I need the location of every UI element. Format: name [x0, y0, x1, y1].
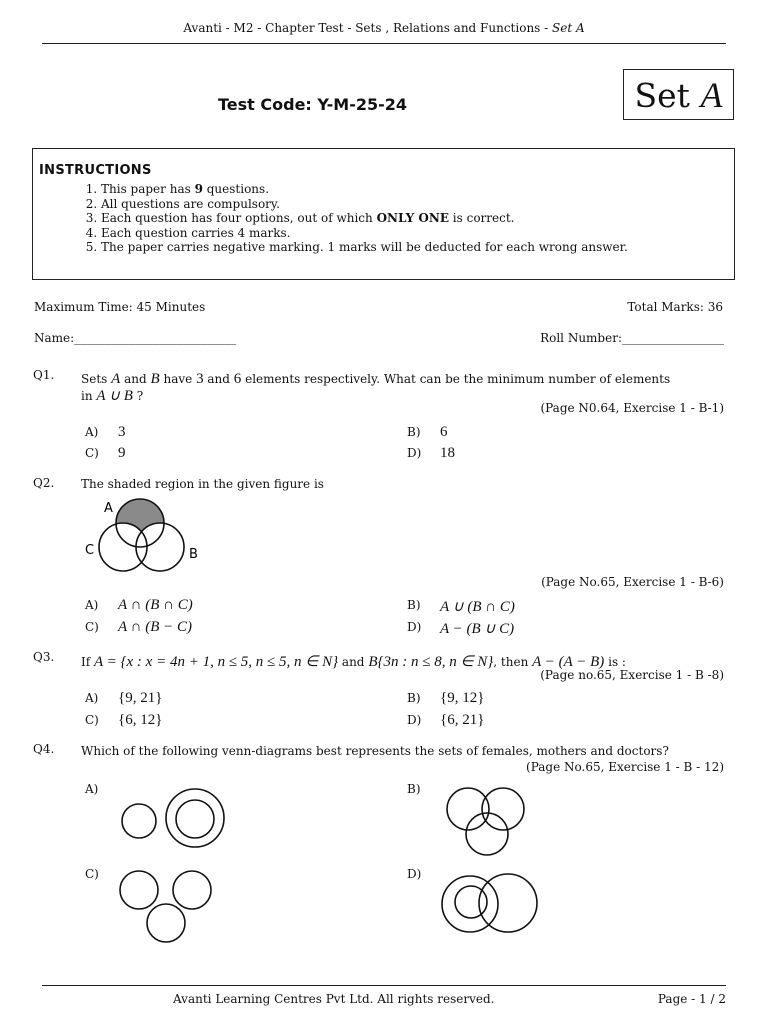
q3-option-d[interactable]: {6, 21}	[440, 712, 485, 728]
q2-option-d[interactable]: A − (B ∪ C)	[440, 621, 515, 637]
q3-number: Q3.	[33, 650, 55, 664]
instruction-item: 3. Each question has four options, out of which ONLY ONE is correct.	[101, 211, 628, 226]
q3-reference: (Page no.65, Exercise 1 - B -8)	[540, 668, 724, 682]
q4-option-c-label[interactable]: C)	[85, 867, 99, 881]
q1-option-a[interactable]: 3	[118, 424, 126, 440]
q4c-circle	[173, 871, 211, 909]
q3-option-a-label[interactable]: A)	[85, 691, 99, 705]
instructions-box	[32, 148, 735, 280]
q3-option-c-label[interactable]: C)	[85, 713, 99, 727]
q2-label-c: C	[85, 543, 95, 558]
q1-number: Q1.	[33, 368, 55, 382]
q2-option-b-label[interactable]: B)	[407, 598, 421, 612]
instructions-title: INSTRUCTIONS	[39, 163, 152, 178]
q4a-circle	[176, 800, 214, 838]
set-badge-word: Set	[634, 76, 690, 115]
q3-option-c[interactable]: {6, 12}	[118, 712, 163, 728]
q1-option-c[interactable]: 9	[118, 445, 126, 461]
q4-option-d-diagram[interactable]	[438, 871, 542, 937]
instruction-item: 4. Each question carries 4 marks.	[101, 226, 628, 241]
q4-option-b-diagram[interactable]	[440, 784, 530, 858]
set-badge-letter: A	[700, 75, 723, 115]
header-divider	[42, 43, 726, 44]
q2-option-d-label[interactable]: D)	[407, 620, 422, 634]
q4c-circle	[147, 904, 185, 942]
q1-option-d-label[interactable]: D)	[407, 446, 422, 460]
q4-number: Q4.	[33, 742, 55, 756]
q4-option-a-diagram[interactable]	[115, 788, 230, 850]
max-time: Maximum Time: 45 Minutes	[34, 300, 206, 314]
q2-option-c[interactable]: A ∩ (B − C)	[118, 619, 193, 635]
q4-option-c-diagram[interactable]	[116, 868, 218, 944]
q1-option-b-label[interactable]: B)	[407, 425, 421, 439]
instruction-item: 2. All questions are compulsory.	[101, 197, 628, 212]
q4-text: Which of the following venn-diagrams best represents the sets of females, mothers and doctors?	[81, 744, 669, 758]
q2-number: Q2.	[33, 476, 55, 490]
q2-text: The shaded region in the given figure is	[81, 477, 324, 491]
page-header	[0, 21, 768, 35]
total-marks: Total Marks: 36	[627, 300, 723, 314]
q3-option-b-label[interactable]: B)	[407, 691, 421, 705]
q2-label-a: A	[104, 501, 113, 516]
q3-text: If A = {x : x = 4n + 1, n ≤ 5, n ≤ 5, n ∈ N} and B{3n : n ≤ 8, n ∈ N}, then A − (A − B) is :	[81, 654, 626, 670]
footer-page-number: Page - 1 / 2	[657, 992, 726, 1006]
q2-option-c-label[interactable]: C)	[85, 620, 99, 634]
test-code: Test Code: Y-M-25-24	[218, 95, 407, 114]
header-set: Set A	[552, 21, 585, 35]
q4-option-b-label[interactable]: B)	[407, 782, 421, 796]
q4c-circle	[120, 871, 158, 909]
q2-reference: (Page No.65, Exercise 1 - B-6)	[541, 575, 724, 589]
q2-option-b[interactable]: A ∪ (B ∩ C)	[440, 599, 515, 615]
roll-number-field[interactable]: Roll Number:_________________	[540, 331, 724, 345]
q2-option-a[interactable]: A ∩ (B ∩ C)	[118, 597, 193, 613]
header-title: Avanti - M2 - Chapter Test - Sets , Relations and Functions -	[183, 21, 553, 35]
name-field[interactable]: Name:___________________________	[34, 331, 237, 345]
instructions-list	[81, 182, 628, 255]
q2-label-b: B	[189, 547, 198, 562]
instruction-item: 5. The paper carries negative marking. 1 marks will be deducted for each wrong answer.	[101, 240, 628, 255]
q4-option-a-label[interactable]: A)	[85, 782, 99, 796]
q3-option-d-label[interactable]: D)	[407, 713, 422, 727]
q1-reference: (Page N0.64, Exercise 1 - B-1)	[540, 401, 724, 415]
q1-option-c-label[interactable]: C)	[85, 446, 99, 460]
q1-text-line2: in A ∪ B ?	[81, 388, 144, 404]
q1-option-a-label[interactable]: A)	[85, 425, 99, 439]
q3-option-a[interactable]: {9, 21}	[118, 690, 163, 706]
footer-copyright: Avanti Learning Centres Pvt Ltd. All rights reserved.	[173, 992, 495, 1006]
set-badge	[623, 69, 734, 120]
q2-option-a-label[interactable]: A)	[85, 598, 99, 612]
q2-venn-figure	[80, 494, 200, 576]
instruction-item: 1. This paper has 9 questions.	[101, 182, 628, 197]
footer-divider	[42, 985, 726, 986]
q4-option-d-label[interactable]: D)	[407, 867, 422, 881]
q4a-circle	[122, 804, 156, 838]
q3-option-b[interactable]: {9, 12}	[440, 690, 485, 706]
q1-text: Sets A and B have 3 and 6 elements respectively. What can be the minimum number of elements	[81, 371, 671, 387]
q1-option-b[interactable]: 6	[440, 424, 448, 440]
q4-reference: (Page No.65, Exercise 1 - B - 12)	[526, 760, 724, 774]
q4d-circle	[442, 876, 498, 932]
q1-option-d[interactable]: 18	[440, 445, 455, 461]
